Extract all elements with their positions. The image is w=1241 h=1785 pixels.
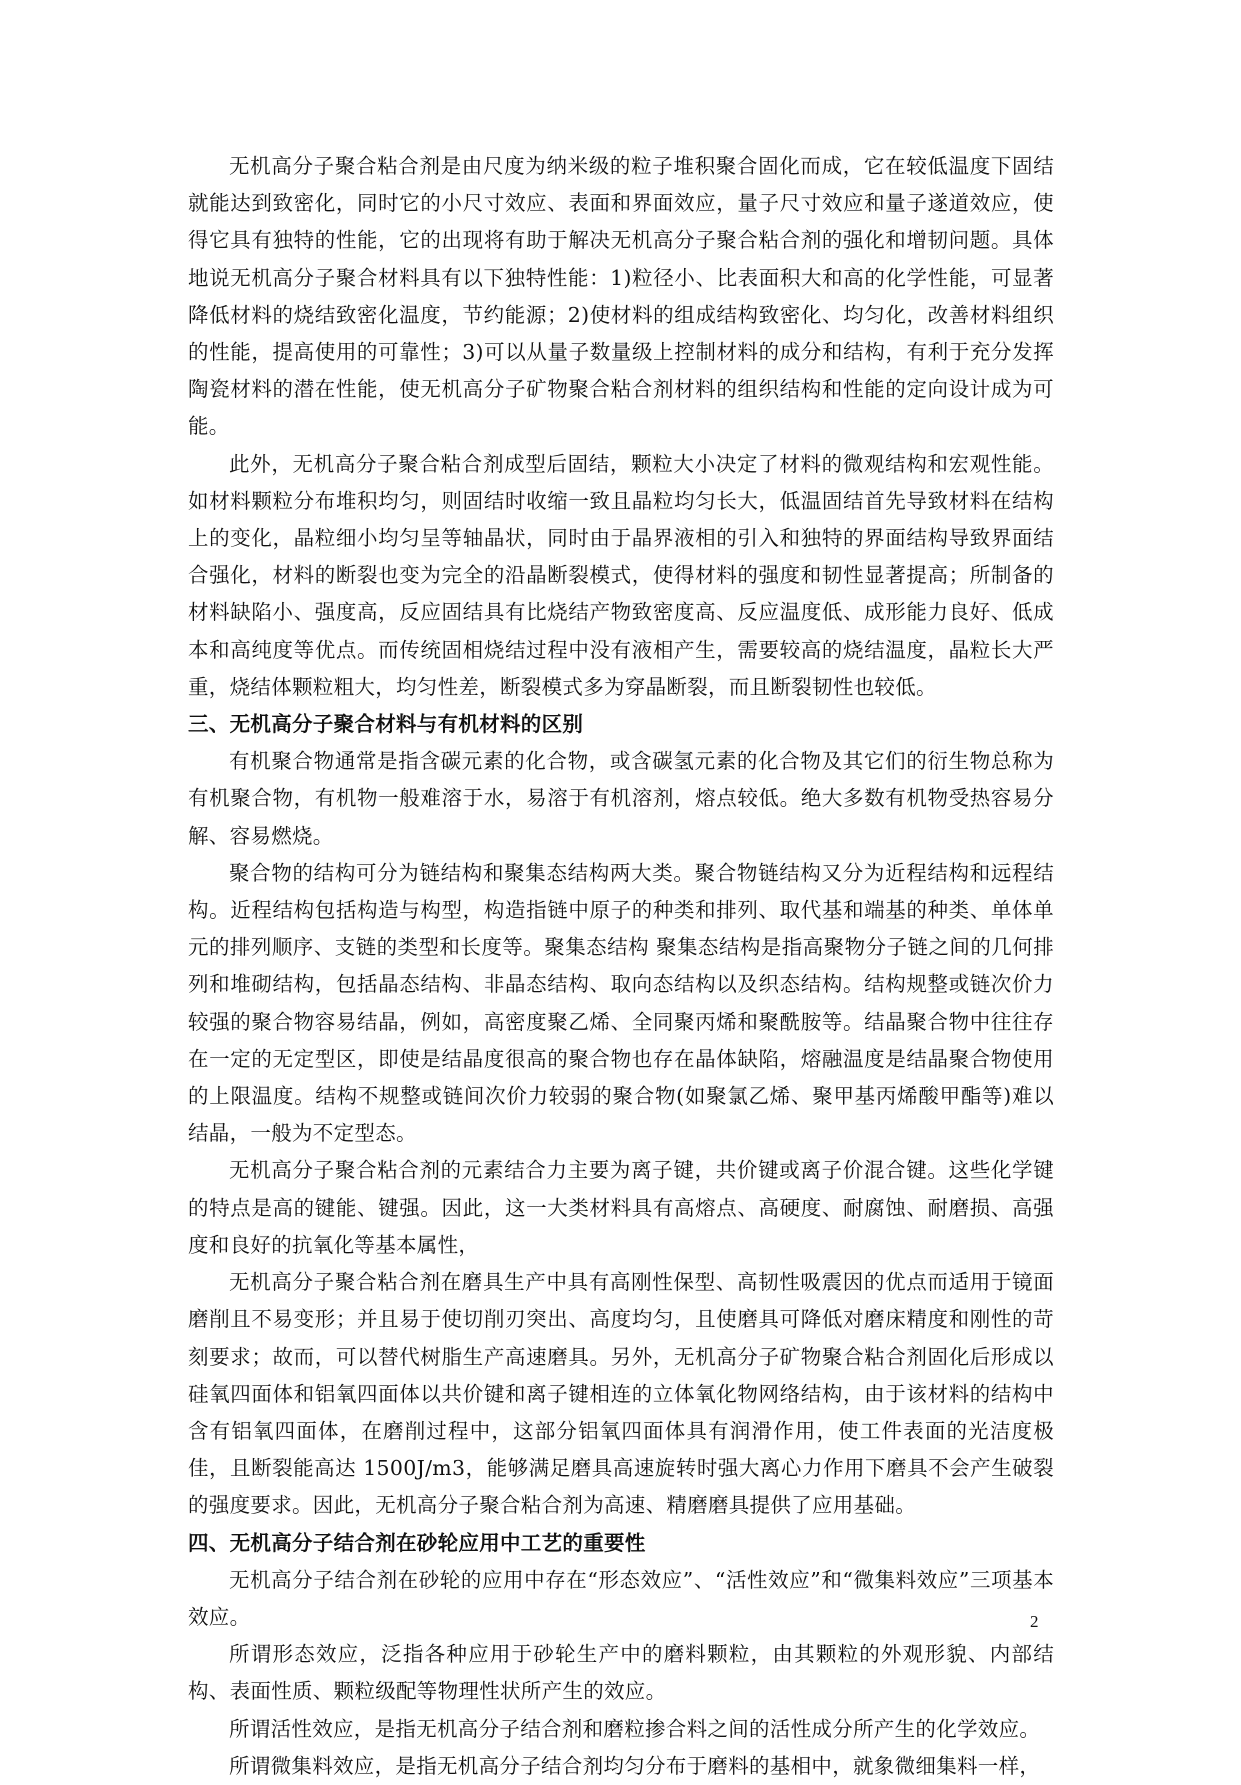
paragraph: 有机聚合物通常是指含碳元素的化合物，或含碳氢元素的化合物及其它们的衍生物总称为有机聚合物，有机物一般难溶于水，易溶于有机溶剂，熔点较低。绝大多数有机物受热容易分解、容易燃烧。	[188, 749, 1054, 848]
paragraph: 所谓活性效应，是指无机高分子结合剂和磨粒掺合料之间的活性成分所产生的化学效应。	[229, 1716, 1041, 1741]
document-body	[188, 148, 1054, 1785]
page-number: 2	[1030, 1612, 1039, 1631]
paragraph: 无机高分子聚合粘合剂在磨具生产中具有高刚性保型、高韧性吸震因的优点而适用于镜面磨削且不易变形；并且易于使切削刃突出、高度均匀，且使磨具可降低对磨床精度和刚性的苛刻要求；故而，可以替代树脂生产高速磨具。另外，无机高分子矿物聚合粘合剂固化后形成以硅氧四面体和铝氧四面体以共价键和离子键相连的立体氧化物网络结构，由于该材料的结构中含有铝氧四面体，在磨削过程中，这部分铝氧四面体具有润滑作用，使工件表面的光洁度极佳，且断裂能高达 1500J/m3，能够满足磨具高速旋转时强大离心力作用下磨具不会产生破裂的强度要求。因此，无机高分子聚合粘合剂为高速、精磨磨具提供了应用基础。	[188, 1270, 1054, 1518]
section-heading: 四、无机高分子结合剂在砂轮应用中工艺的重要性	[188, 1530, 646, 1555]
paragraph: 无机高分子结合剂在砂轮的应用中存在“形态效应”、“活性效应”和“微集料效应”三项基本效应。	[188, 1567, 1054, 1629]
section-heading: 三、无机高分子聚合材料与有机材料的区别	[188, 712, 584, 737]
paragraph: 无机高分子聚合粘合剂是由尺度为纳米级的粒子堆积聚合固化而成，它在较低温度下固结就能达到致密化，同时它的小尺寸效应、表面和界面效应，量子尺寸效应和量子遂道效应，使得它具有独特的性能，它的出现将有助于解决无机高分子聚合粘合剂的强化和增韧问题。具体地说无机高分子聚合材料具有以下独特性能：1)粒径小、比表面积大和高的化学性能，可显著降低材料的烧结致密化温度，节约能源；2)使材料的组成结构致密化、均匀化，改善材料组织的性能，提高使用的可靠性；3)可以从量子数量级上控制材料的成分和结构，有利于充分发挥陶瓷材料的潜在性能，使无机高分子矿物聚合粘合剂材料的组织结构和性能的定向设计成为可能。	[188, 154, 1054, 439]
paragraph: 无机高分子聚合粘合剂的元素结合力主要为离子键，共价键或离子价混合键。这些化学键的特点是高的键能、键强。因此，这一大类材料具有高熔点、高硬度、耐腐蚀、耐磨损、高强度和良好的抗氧化等基本属性，	[188, 1158, 1054, 1257]
paragraph: 所谓微集料效应，是指无机高分子结合剂均匀分布于磨料的基相中，就象微细集料一样，	[229, 1753, 1041, 1778]
paragraph: 此外，无机高分子聚合粘合剂成型后固结，颗粒大小决定了材料的微观结构和宏观性能。如材料颗粒分布堆积均匀，则固结时收缩一致且晶粒均匀长大，低温固结首先导致材料在结构上的变化，晶粒细小均匀呈等轴晶状，同时由于晶界液相的引入和独特的界面结构导致界面结合强化，材料的断裂也变为完全的沿晶断裂模式，使得材料的强度和韧性显著提高；所制备的材料缺陷小、强度高，反应固结具有比烧结产物致密度高、反应温度低、成形能力良好、低成本和高纯度等优点。而传统固相烧结过程中没有液相产生，需要较高的烧结温度，晶粒长大严重，烧结体颗粒粗大，均匀性差，断裂模式多为穿晶断裂，而且断裂韧性也较低。	[188, 451, 1054, 699]
paragraph: 所谓形态效应，泛指各种应用于砂轮生产中的磨料颗粒，由其颗粒的外观形貌、内部结构、表面性质、颗粒级配等物理性状所产生的效应。	[188, 1642, 1054, 1704]
paragraph: 聚合物的结构可分为链结构和聚集态结构两大类。聚合物链结构又分为近程结构和远程结构。近程结构包括构造与构型，构造指链中原子的种类和排列、取代基和端基的种类、单体单元的排列顺序、支链的类型和长度等。聚集态结构 聚集态结构是指高聚物分子链之间的几何排列和堆砌结构，包括晶态结构、非晶态结构、取向态结构以及织态结构。结构规整或链次价力较强的聚合物容易结晶，例如，高密度聚乙烯、全同聚丙烯和聚酰胺等。结晶聚合物中往往存在一定的无定型区，即使是结晶度很高的聚合物也存在晶体缺陷，熔融温度是结晶聚合物使用的上限温度。结构不规整或链间次价力较弱的聚合物(如聚氯乙烯、聚甲基丙烯酸甲酯等)难以结晶，一般为不定型态。	[188, 860, 1054, 1146]
